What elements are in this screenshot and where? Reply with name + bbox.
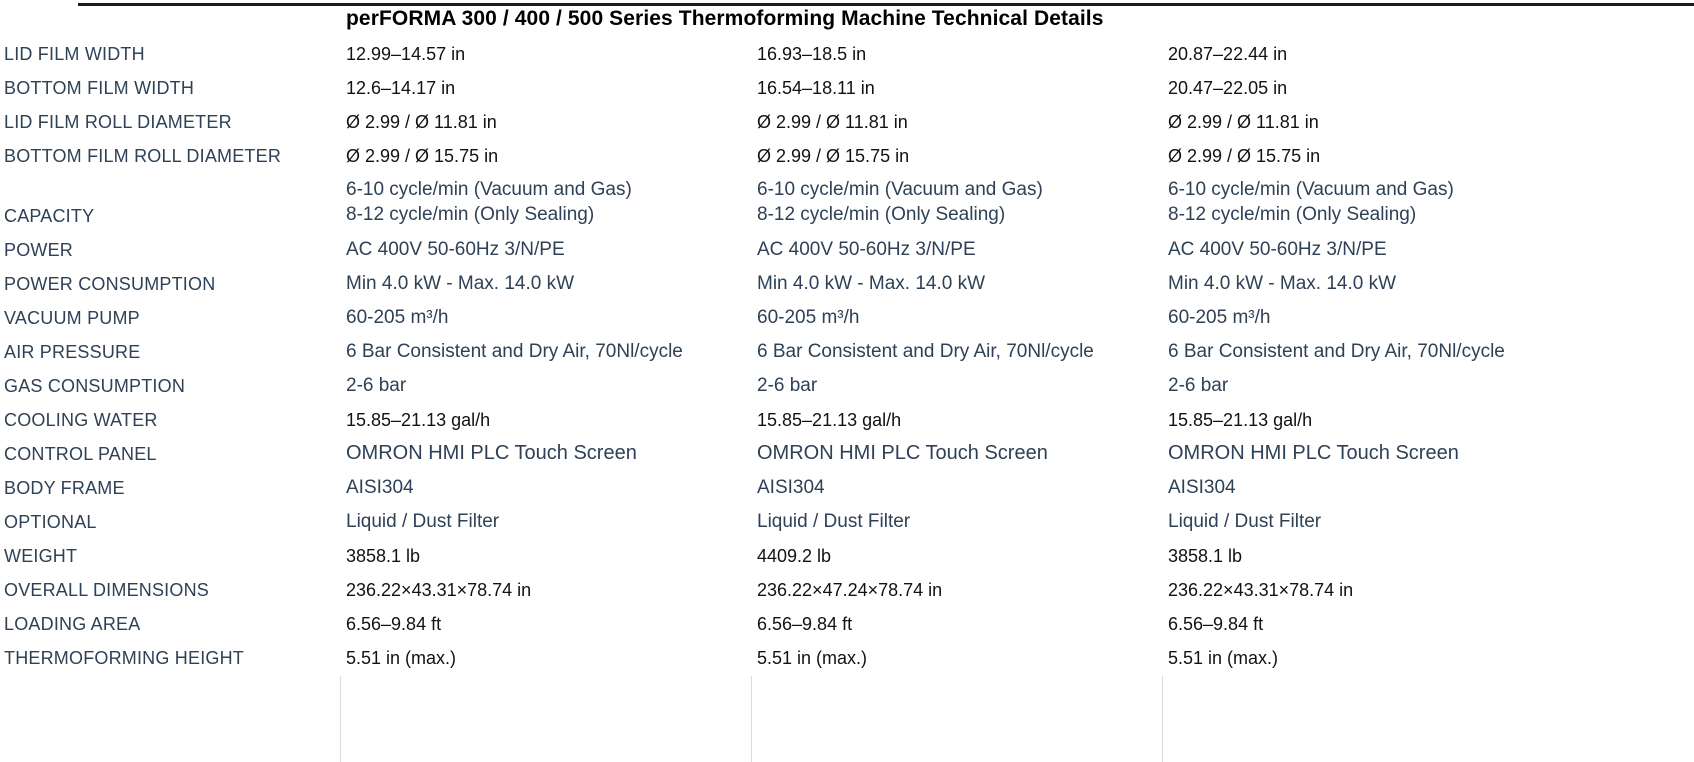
spec-value [1162, 608, 1694, 642]
spec-value-line: 16.93–18.5 in [757, 44, 867, 64]
spec-value-line: OMRON HMI PLC Touch Screen [757, 442, 1048, 464]
row-label: VACUUM PUMP [4, 308, 140, 328]
row-label: POWER CONSUMPTION [4, 274, 216, 294]
spec-row [0, 302, 1694, 336]
row-label: COOLING WATER [4, 410, 158, 430]
spec-value [1162, 506, 1694, 540]
spec-value-line: 6 Bar Consistent and Dry Air, 70Nl/cycle [757, 341, 1094, 362]
spec-value-line: 8-12 cycle/min (Only Sealing) [346, 204, 595, 225]
spec-value [751, 72, 1162, 106]
spec-value [340, 540, 751, 574]
spec-row [0, 174, 1694, 234]
row-label: POWER [4, 240, 74, 260]
spec-row [0, 506, 1694, 540]
spec-value-line: 236.22×43.31×78.74 in [1168, 580, 1354, 600]
spec-value-line: AISI304 [1168, 477, 1236, 498]
spec-row [0, 540, 1694, 574]
spec-value-line: 236.22×47.24×78.74 in [757, 580, 943, 600]
top-edge-strip [78, 3, 1694, 6]
spec-value-line: Liquid / Dust Filter [346, 511, 500, 532]
spec-row [0, 642, 1694, 676]
spec-value [751, 140, 1162, 174]
spec-row [0, 370, 1694, 404]
spec-value [751, 106, 1162, 140]
spec-value-line: Ø 2.99 / Ø 11.81 in [346, 112, 497, 132]
spec-value [751, 370, 1162, 404]
spec-value [1162, 404, 1694, 438]
title-row-spacer [0, 3, 340, 38]
spec-row [0, 472, 1694, 506]
spec-value [340, 370, 751, 404]
spec-value [340, 174, 751, 234]
spec-value [340, 72, 751, 106]
spec-value-line: 2-6 bar [346, 375, 407, 396]
spec-value [340, 642, 751, 676]
spec-value-line: Ø 2.99 / Ø 11.81 in [757, 112, 908, 132]
row-label: CONTROL PANEL [4, 444, 157, 464]
page-title: perFORMA 300 / 400 / 500 Series Thermoforming Machine Technical Details [346, 7, 1104, 30]
spec-value-line: Liquid / Dust Filter [757, 511, 911, 532]
spec-value-line: Min 4.0 kW - Max. 14.0 kW [1168, 273, 1397, 294]
spec-value [1162, 72, 1694, 106]
row-label: BOTTOM FILM WIDTH [4, 78, 195, 98]
row-label: LID FILM WIDTH [4, 44, 145, 64]
spec-value-line: 12.99–14.57 in [346, 44, 466, 64]
spec-value-line: OMRON HMI PLC Touch Screen [346, 442, 637, 464]
spec-value-line: 15.85–21.13 gal/h [1168, 410, 1313, 430]
spec-value [751, 302, 1162, 336]
spec-value-line: AC 400V 50-60Hz 3/N/PE [1168, 239, 1387, 260]
spec-value [1162, 106, 1694, 140]
spec-row [0, 336, 1694, 370]
spec-value-line: OMRON HMI PLC Touch Screen [1168, 442, 1459, 464]
spec-value-line: 60-205 m³/h [1168, 307, 1271, 328]
spec-value [340, 336, 751, 370]
spec-value-line: 3858.1 lb [346, 546, 421, 566]
spec-value [751, 608, 1162, 642]
spec-value [751, 268, 1162, 302]
spec-value-line: AC 400V 50-60Hz 3/N/PE [346, 239, 565, 260]
spec-value [340, 302, 751, 336]
spec-value [751, 642, 1162, 676]
spec-value [751, 540, 1162, 574]
spec-value-line: 12.6–14.17 in [346, 78, 456, 98]
spec-value [340, 574, 751, 608]
spec-row [0, 268, 1694, 302]
spec-value [751, 234, 1162, 268]
spec-value-line: 15.85–21.13 gal/h [346, 410, 491, 430]
title-row [0, 3, 1694, 38]
spec-row [0, 140, 1694, 174]
row-label: LID FILM ROLL DIAMETER [4, 112, 232, 132]
spec-value-line: 6-10 cycle/min (Vacuum and Gas) [757, 179, 1043, 200]
row-label: OPTIONAL [4, 512, 97, 532]
spec-value [751, 174, 1162, 234]
spec-value-line: 236.22×43.31×78.74 in [346, 580, 532, 600]
spec-value-line: 6.56–9.84 ft [1168, 614, 1264, 634]
spec-value-line: AISI304 [346, 477, 414, 498]
spec-value-line: 2-6 bar [757, 375, 818, 396]
spec-value [1162, 642, 1694, 676]
spec-value-line: 6.56–9.84 ft [346, 614, 442, 634]
spec-value-line: 16.54–18.11 in [757, 78, 875, 98]
spec-value [1162, 268, 1694, 302]
spec-value-line: 20.87–22.44 in [1168, 44, 1288, 64]
spec-value [1162, 234, 1694, 268]
spec-value-line: AC 400V 50-60Hz 3/N/PE [757, 239, 976, 260]
row-label: AIR PRESSURE [4, 342, 141, 362]
spec-value-line: 4409.2 lb [757, 546, 832, 566]
spec-value [340, 608, 751, 642]
spec-value-line: Ø 2.99 / Ø 15.75 in [346, 146, 499, 166]
spec-row [0, 234, 1694, 268]
spec-value-line: Min 4.0 kW - Max. 14.0 kW [346, 273, 575, 294]
spec-table-body [0, 3, 1694, 762]
spec-value [340, 404, 751, 438]
spec-value [1162, 140, 1694, 174]
spec-value [751, 472, 1162, 506]
spec-value-line: 6 Bar Consistent and Dry Air, 70Nl/cycle [1168, 341, 1505, 362]
spec-value-line: 3858.1 lb [1168, 546, 1243, 566]
spec-value [1162, 336, 1694, 370]
spec-value [1162, 38, 1694, 72]
spec-value-line: 60-205 m³/h [757, 307, 860, 328]
spec-value [751, 404, 1162, 438]
spec-value [1162, 438, 1694, 472]
spec-value [340, 506, 751, 540]
spec-row [0, 72, 1694, 106]
spec-value-line: 6-10 cycle/min (Vacuum and Gas) [1168, 179, 1454, 200]
spec-value-line: 20.47–22.05 in [1168, 78, 1288, 98]
row-label: BOTTOM FILM ROLL DIAMETER [4, 146, 282, 166]
spec-value-line: 8-12 cycle/min (Only Sealing) [757, 204, 1006, 225]
spec-row [0, 38, 1694, 72]
spec-value [751, 38, 1162, 72]
row-label: GAS CONSUMPTION [4, 376, 186, 396]
spec-value-line: 5.51 in (max.) [346, 648, 457, 668]
spec-value-line: Liquid / Dust Filter [1168, 511, 1322, 532]
row-label: WEIGHT [4, 546, 78, 566]
spec-value [1162, 574, 1694, 608]
row-label: OVERALL DIMENSIONS [4, 580, 209, 600]
spec-value-line: Ø 2.99 / Ø 11.81 in [1168, 112, 1319, 132]
spec-value [1162, 302, 1694, 336]
spec-value [751, 336, 1162, 370]
spec-value-line: Ø 2.99 / Ø 15.75 in [757, 146, 910, 166]
spec-value [751, 574, 1162, 608]
spec-value [1162, 370, 1694, 404]
empty-row-cell [751, 676, 1162, 762]
spec-value-line: 6.56–9.84 ft [757, 614, 853, 634]
spec-value-line: AISI304 [757, 477, 825, 498]
row-label: THERMOFORMING HEIGHT [4, 648, 244, 668]
row-label: BODY FRAME [4, 478, 125, 498]
spec-value [1162, 540, 1694, 574]
spec-value-line: 2-6 bar [1168, 375, 1229, 396]
spec-value-line: 60-205 m³/h [346, 307, 449, 328]
spec-row [0, 438, 1694, 472]
row-label: CAPACITY [4, 206, 95, 226]
empty-row-cell [340, 676, 751, 762]
spec-row [0, 574, 1694, 608]
empty-row-label-cell [0, 676, 340, 762]
spec-value-line: Min 4.0 kW - Max. 14.0 kW [757, 273, 986, 294]
spec-value-line: Ø 2.99 / Ø 15.75 in [1168, 146, 1321, 166]
spec-value-line: 15.85–21.13 gal/h [757, 410, 902, 430]
spec-value [340, 472, 751, 506]
empty-row-cell [1162, 676, 1694, 762]
spec-value [1162, 174, 1694, 234]
spec-value [751, 438, 1162, 472]
spec-row [0, 608, 1694, 642]
spec-value-line: 6 Bar Consistent and Dry Air, 70Nl/cycle [346, 341, 683, 362]
spec-table [0, 3, 1694, 762]
row-label: LOADING AREA [4, 614, 141, 634]
spec-value [751, 506, 1162, 540]
spec-value-line: 6-10 cycle/min (Vacuum and Gas) [346, 179, 632, 200]
spec-value [340, 438, 751, 472]
spec-value [340, 38, 751, 72]
spec-value [340, 234, 751, 268]
spec-value-line: 5.51 in (max.) [1168, 648, 1279, 668]
spec-row [0, 404, 1694, 438]
spec-row [0, 106, 1694, 140]
spec-value [1162, 472, 1694, 506]
spec-value [340, 268, 751, 302]
spec-value [340, 140, 751, 174]
spec-value-line: 5.51 in (max.) [757, 648, 868, 668]
spec-value [340, 106, 751, 140]
spec-value-line: 8-12 cycle/min (Only Sealing) [1168, 204, 1417, 225]
empty-row [0, 676, 1694, 762]
